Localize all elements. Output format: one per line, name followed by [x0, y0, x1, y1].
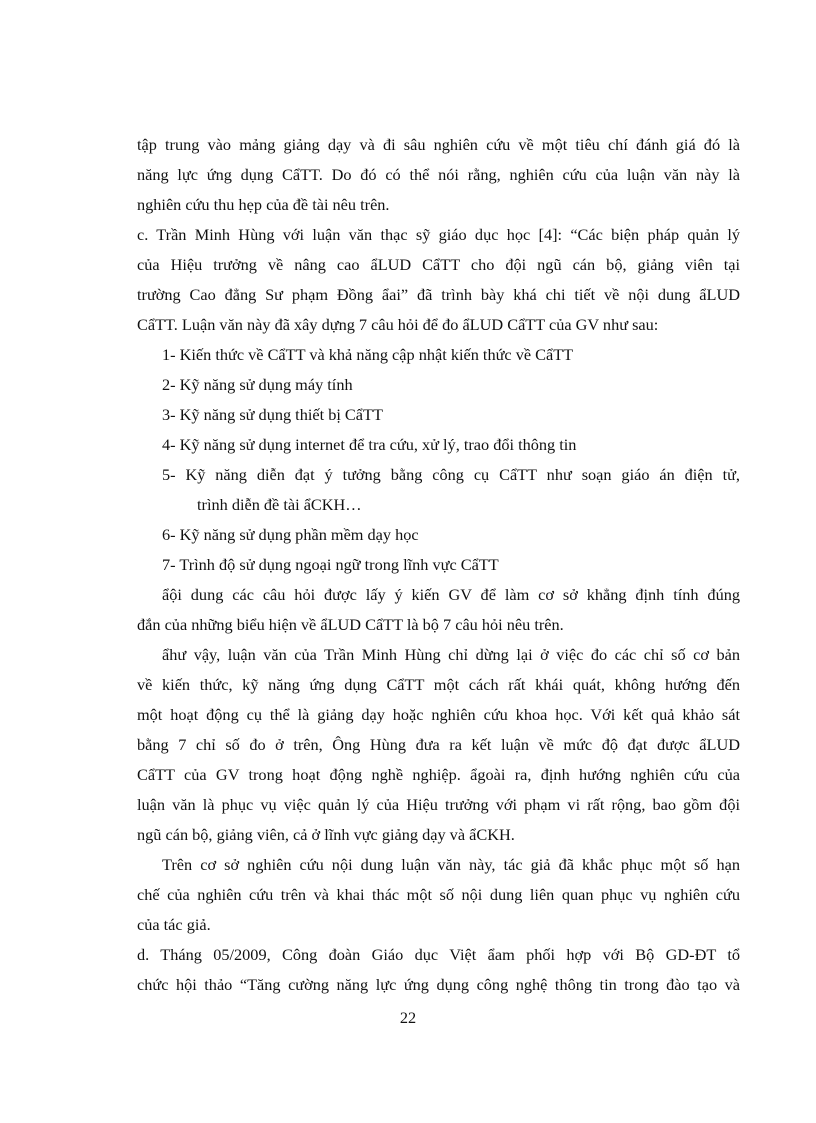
list-item: 3- Kỹ năng sử dụng thiết bị CẩTT	[162, 405, 383, 424]
page-number: 22	[399, 1008, 417, 1027]
list-item: 1- Kiến thức về CẩTT và khả năng cập nhật kiến thức về CẩTT	[162, 345, 574, 364]
list-item-continuation: trình diễn đề tài ẩCKH…	[197, 495, 362, 514]
text-line: một hoạt động cụ thể là giảng dạy hoặc nghiên cứu khoa học. Với kết quả khảo sát	[137, 705, 740, 724]
paragraph-c-line: c. Trần Minh Hùng với luận văn thạc sỹ giáo dục học [4]: “Các biện pháp quản lý	[137, 225, 740, 244]
list-item: 7- Trình độ sử dụng ngoại ngữ trong lĩnh vực CẩTT	[162, 555, 499, 574]
text-line: bằng 7 chỉ số đo ở trên, Ông Hùng đưa ra kết luận về mức độ đạt được ẩLUD	[137, 735, 740, 754]
text-line: chế của nghiên cứu trên và khai thác một số nội dung liên quan phục vụ nghiên cứu	[137, 885, 740, 904]
text-line: ngũ cán bộ, giảng viên, cả ở lĩnh vực giảng dạy và ẩCKH.	[137, 825, 515, 844]
list-item: 5- Kỹ năng diễn đạt ý tưởng bằng công cụ CẩTT như soạn giáo án điện tử,	[162, 465, 740, 484]
document-body	[137, 130, 740, 1000]
text-line: nghiên cứu thu hẹp của đề tài nêu trên.	[137, 195, 390, 214]
text-line: Trên cơ sở nghiên cứu nội dung luận văn này, tác giả đã khắc phục một số hạn	[162, 855, 740, 874]
list-item: 2- Kỹ năng sử dụng máy tính	[162, 375, 353, 394]
text-line: của Hiệu trưởng về nâng cao ẩLUD CẩTT cho đội ngũ cán bộ, giảng viên tại	[137, 255, 740, 274]
text-line: đắn của những biểu hiện về ẩLUD CẩTT là bộ 7 câu hỏi nêu trên.	[137, 615, 564, 634]
text-line: CẩTT của GV trong hoạt động nghề nghiệp. ẩgoài ra, định hướng nghiên cứu của	[137, 765, 740, 784]
text-line: CẩTT. Luận văn này đã xây dựng 7 câu hỏi để đo ẩLUD CẩTT của GV như sau:	[137, 315, 659, 334]
text-line: trường Cao đẳng Sư phạm Đồng ẩai” đã trình bày khá chi tiết về nội dung ẩLUD	[137, 285, 740, 304]
list-item: 6- Kỹ năng sử dụng phần mềm dạy học	[162, 525, 419, 544]
text-line: ẩội dung các câu hỏi được lấy ý kiến GV để làm cơ sở khẳng định tính đúng	[162, 585, 740, 604]
text-line: ẩhư vậy, luận văn của Trần Minh Hùng chỉ dừng lại ở việc đo các chỉ số cơ bản	[162, 645, 740, 664]
text-line: của tác giả.	[137, 915, 211, 934]
text-line: về kiến thức, kỹ năng ứng dụng CẩTT một cách rất khái quát, không hướng đến	[137, 675, 740, 694]
list-item: 4- Kỹ năng sử dụng internet để tra cứu, xử lý, trao đổi thông tin	[162, 435, 577, 454]
text-line: tập trung vào mảng giảng dạy và đi sâu nghiên cứu về một tiêu chí đánh giá đó là	[137, 135, 740, 154]
text-line: chức hội thảo “Tăng cường năng lực ứng dụng công nghệ thông tin trong đào tạo và	[137, 975, 740, 994]
text-line: luận văn là phục vụ việc quản lý của Hiệu trưởng với phạm vi rất rộng, bao gồm đội	[137, 795, 740, 814]
text-line: năng lực ứng dụng CẩTT. Do đó có thể nói rằng, nghiên cứu của luận văn này là	[137, 165, 740, 184]
paragraph-d-line: d. Tháng 05/2009, Công đoàn Giáo dục Việt ẩam phối hợp với Bộ GD-ĐT tổ	[137, 945, 740, 964]
